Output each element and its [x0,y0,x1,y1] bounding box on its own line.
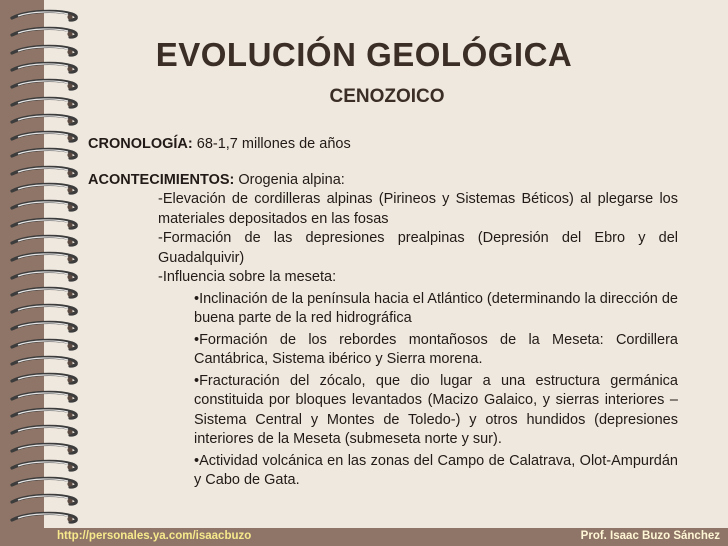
binding-ring-icon [8,458,82,472]
binding-ring-icon [8,371,82,385]
binding-ring-icon [8,233,82,247]
event-item: -Elevación de cordilleras alpinas (Pirineos y Sistemas Béticos) al plegarse los materiales depositados en las fosas [158,191,678,227]
binding-ring-icon [8,112,82,126]
binding-ring-icon [8,285,82,299]
binding-ring-icon [8,492,82,506]
binding-ring-icon [8,337,82,351]
slide-subtitle: CENOZOICO [329,86,445,107]
event-item: -Influencia sobre la meseta: [158,269,337,285]
binding-ring-icon [8,8,82,22]
binding-ring-icon [8,423,82,437]
binding-ring-icon [8,510,82,524]
acontecimientos-label: ACONTECIMIENTOS: [88,171,235,188]
cronologia-label: CRONOLOGÍA: [88,136,193,152]
spiral-binding [0,0,82,546]
binding-ring-icon [8,268,82,282]
binding-ring-icon [8,319,82,333]
binding-ring-icon [8,77,82,91]
acontecimientos-value: Orogenia alpina: [238,171,345,188]
binding-ring-icon [8,250,82,264]
footer-url[interactable]: http://personales.ya.com/isaacbuzo [57,530,252,542]
binding-ring-icon [8,164,82,178]
meseta-effect-item: •Actividad volcánica en las zonas del Campo de Calatrava, Olot-Ampurdán y Cabo de Gata. [194,452,678,488]
binding-ring-icon [8,475,82,489]
meseta-effect-item: •Formación de los rebordes montañosos de la Meseta: Cordillera Cantábrica, Sistema ibérico y Sierra morena. [194,331,678,367]
binding-ring-icon [8,216,82,230]
binding-ring-icon [8,389,82,403]
binding-ring-icon [8,146,82,160]
binding-ring-icon [8,181,82,195]
meseta-effect-item: •Inclinación de la península hacia el Atlántico (determinando la dirección de buena parte de la red hidrográfica [194,290,678,326]
meseta-effect-item: •Fracturación del zócalo, que dio lugar a una estructura germánica constituida por bloques levantados (Macizo Galaico, y sierras interiores –Sistema Central y Montes de Toledo-) y otros hundidos (depresiones interiores de la Meseta (submeseta norte y sur). [194,372,678,447]
binding-ring-icon [8,441,82,455]
footer-author: Prof. Isaac Buzo Sánchez [580,530,720,542]
slide-content [88,135,678,491]
binding-ring-icon [8,406,82,420]
slide-title: EVOLUCIÓN GEOLÓGICA [155,36,573,73]
cronologia-line [88,135,678,155]
binding-ring-icon [8,129,82,143]
acontecimientos-line [88,171,678,191]
cronologia-value: 68-1,7 millones de años [196,136,351,152]
binding-ring-icon [8,354,82,368]
binding-ring-icon [8,302,82,316]
event-item: -Formación de las depresiones prealpinas (Depresión del Ebro y del Guadalquivir) [158,230,678,266]
binding-ring-icon [8,95,82,109]
binding-ring-icon [8,198,82,212]
